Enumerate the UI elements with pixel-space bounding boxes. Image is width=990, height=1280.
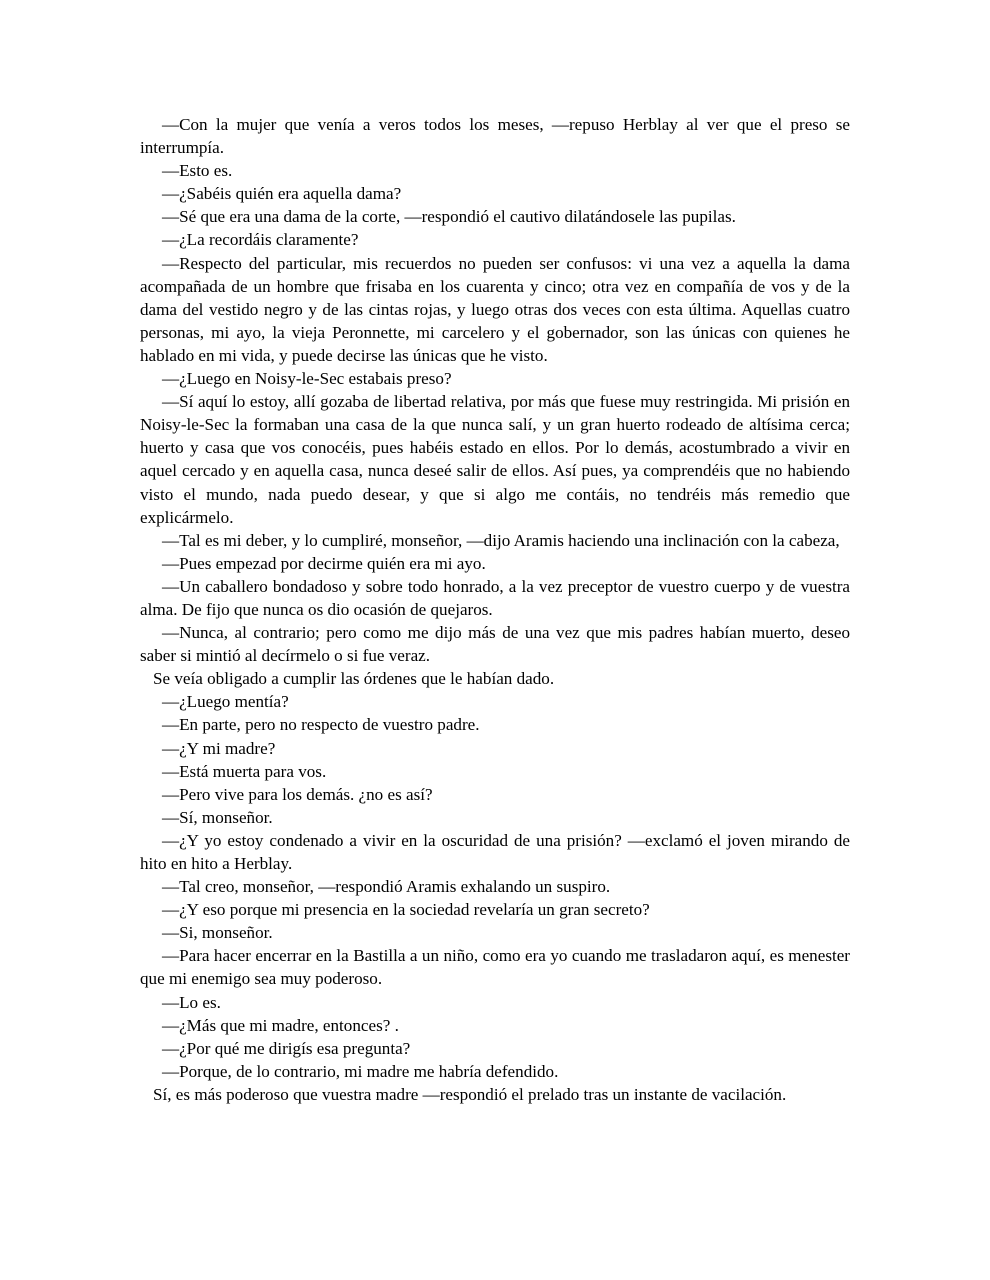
body-paragraph: —Sí, monseñor. bbox=[162, 807, 273, 827]
body-paragraph: —¿Luego en Noisy-le-Sec estabais preso? bbox=[162, 369, 452, 389]
body-paragraph: —Pero vive para los demás. ¿no es así? bbox=[162, 784, 433, 804]
body-paragraph: —Sí aquí lo estoy, allí gozaba de libertad relativa, por más que fuese muy restringida. Mi prisión en Noisy-le-Sec la formaban una casa de la que nunca salí, y un gran huerto rodeado de altísima cerca; huerto y casa que vos conocéis, pues habéis estado en ellos. Por lo demás, acostumbrado a vivir en aquel cercado y en aquella casa, nunca deseé salir de ellos. Así pues, ya comprendéis que no habiendo visto el mundo, nada puedo desear, y que si algo me contáis, no tendréis más remedio que explicármelo. bbox=[140, 392, 850, 527]
body-paragraph: —Un caballero bondadoso y sobre todo honrado, a la vez preceptor de vuestro cuerpo y de vuestra alma. De fijo que nunca os dio ocasión de quejaros. bbox=[140, 576, 850, 619]
body-text-column bbox=[140, 113, 850, 1106]
body-paragraph: —Esto es. bbox=[162, 161, 233, 181]
body-paragraph: Sí, es más poderoso que vuestra madre —respondió el prelado tras un instante de vacilación. bbox=[153, 1084, 787, 1104]
body-paragraph: —¿Sabéis quién era aquella dama? bbox=[162, 184, 402, 204]
body-paragraph: —¿Y yo estoy condenado a vivir en la oscuridad de una prisión? —exclamó el joven mirando de hito en hito a Herblay. bbox=[140, 830, 850, 873]
body-paragraph: —¿Por qué me dirigís esa pregunta? bbox=[162, 1038, 411, 1058]
body-paragraph: —¿La recordáis claramente? bbox=[162, 230, 359, 250]
body-paragraph: —Para hacer encerrar en la Bastilla a un niño, como era yo cuando me trasladaron aquí, es menester que mi enemigo sea muy poderoso. bbox=[140, 946, 850, 989]
body-paragraph: —Respecto del particular, mis recuerdos no pueden ser confusos: vi una vez a aquella la dama acompañada de un hombre que frisaba en los cuarenta y cinco; otra vez en compañía de vos y de la dama del vestido negro y de las cintas rojas, y luego otras dos veces con esta última. Aquellas cuatro personas, mi ayo, la vieja Peronnette, mi carcelero y el gobernador, son las únicas con quienes he hablado en mi vida, y puede decirse las únicas que he visto. bbox=[140, 253, 850, 365]
body-paragraph: —Lo es. bbox=[162, 992, 221, 1012]
body-paragraph: —Sé que era una dama de la corte, —respondió el cautivo dilatándosele las pupilas. bbox=[162, 207, 736, 227]
body-paragraph: —¿Luego mentía? bbox=[162, 692, 289, 712]
body-paragraph: —En parte, pero no respecto de vuestro padre. bbox=[162, 715, 480, 735]
body-paragraph: —¿Y eso porque mi presencia en la sociedad revelaría un gran secreto? bbox=[162, 900, 650, 920]
body-paragraph: —Pues empezad por decirme quién era mi ayo. bbox=[162, 553, 486, 573]
body-paragraph: —¿Más que mi madre, entonces? . bbox=[162, 1015, 399, 1035]
body-paragraph: —Con la mujer que venía a veros todos los meses, —repuso Herblay al ver que el preso se interrumpía. bbox=[140, 115, 850, 158]
body-paragraph: Se veía obligado a cumplir las órdenes que le habían dado. bbox=[153, 669, 555, 689]
body-paragraph: —Tal es mi deber, y lo cumpliré, monseñor, —dijo Aramis haciendo una inclinación con la cabeza, bbox=[162, 530, 840, 550]
body-paragraph: —Tal creo, monseñor, —respondió Aramis exhalando un suspiro. bbox=[162, 877, 611, 897]
body-paragraph: —Porque, de lo contrario, mi madre me habría defendido. bbox=[162, 1061, 559, 1081]
body-paragraph: —Está muerta para vos. bbox=[162, 761, 327, 781]
body-paragraph: —Si, monseñor. bbox=[162, 923, 273, 943]
body-paragraph: —¿Y mi madre? bbox=[162, 738, 276, 758]
body-paragraph: —Nunca, al contrario; pero como me dijo más de una vez que mis padres habían muerto, deseo saber si mintió al decírmelo o si fue veraz. bbox=[140, 623, 850, 666]
